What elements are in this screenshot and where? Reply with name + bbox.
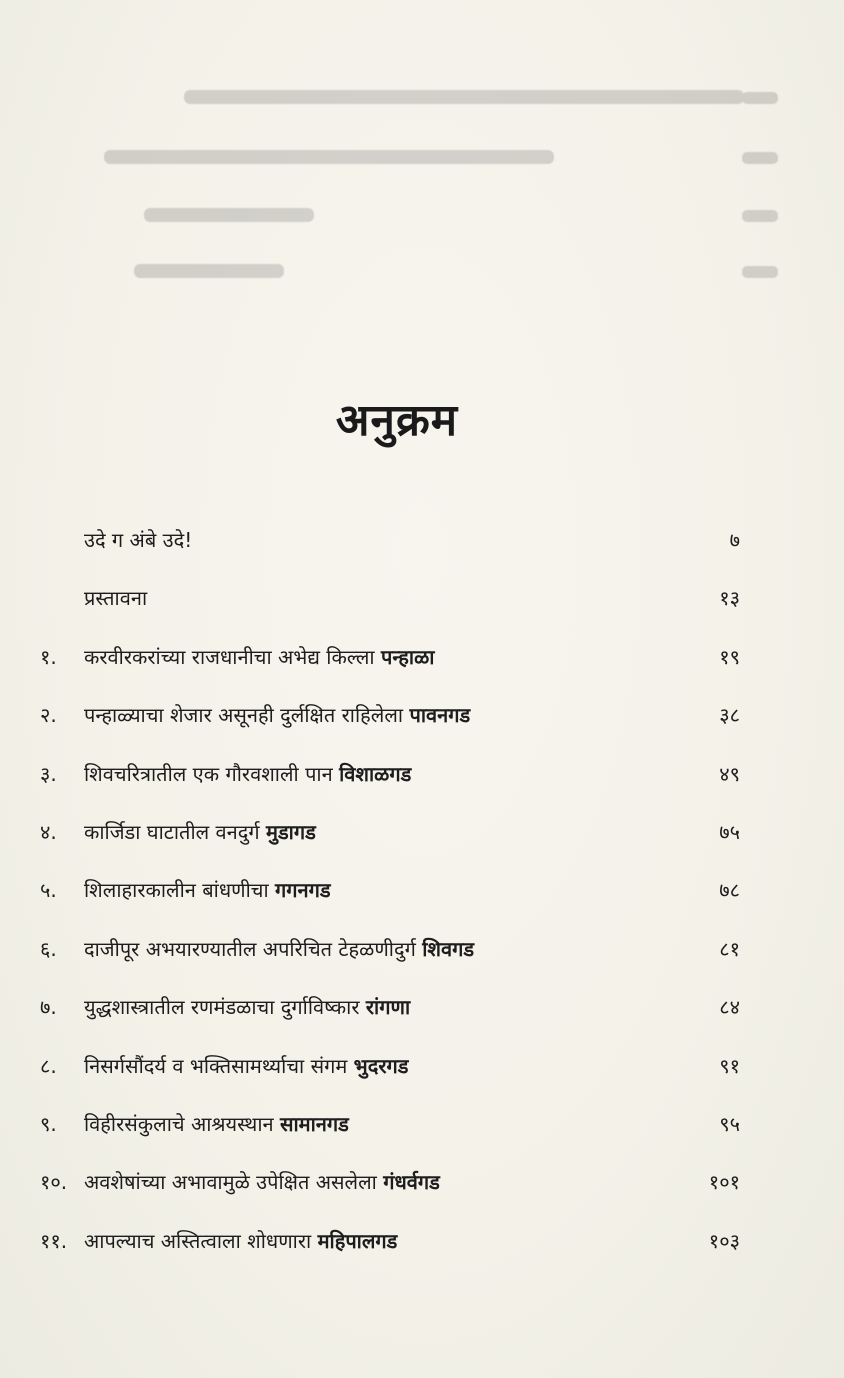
toc-entry-fort-name: सामानगड [279, 1112, 349, 1136]
page-title: अनुक्रम [335, 395, 459, 446]
toc-entry[interactable] [40, 934, 740, 964]
toc-entry-title [84, 1051, 409, 1081]
toc-entry-page-number: ८४ [719, 995, 740, 1020]
toc-entry[interactable] [40, 992, 740, 1022]
toc-entry-title-text: कार्जिडा घाटातील वनदुर्ग [84, 820, 267, 844]
toc-entry-title-text: प्रस्तावना [84, 586, 148, 611]
toc-entry[interactable] [40, 1167, 740, 1197]
toc-entry[interactable] [40, 875, 740, 905]
toc-entry-page-number: ३८ [719, 703, 740, 728]
toc-entry-page-number: ४९ [719, 761, 740, 786]
toc-entry[interactable] [40, 1109, 740, 1139]
toc-entry-title-text: निसर्गसौंदर्य व भक्तिसामर्थ्याचा संगम [84, 1053, 354, 1078]
toc-entry-title [84, 642, 434, 672]
toc-entry-title [84, 934, 474, 964]
toc-entry-title-text: पन्हाळ्याचा शेजार असूनही दुर्लक्षित राहिलेला [84, 703, 410, 728]
toc-entry-number: ८. [40, 1053, 57, 1078]
toc-entry-number: १०. [40, 1170, 68, 1195]
toc-entry-number: ९. [40, 1112, 57, 1136]
toc-entry-page-number: ७८ [719, 878, 740, 903]
toc-entry-page-number: १३ [719, 586, 740, 611]
toc-entry-title-text: उदे ग अंबे उदे! [84, 528, 193, 552]
toc-entry-title [84, 817, 316, 847]
toc-entry-fort-name: रांगणा [365, 995, 411, 1020]
toc-entry[interactable] [40, 759, 740, 789]
toc-entry-page-number: ७५ [719, 820, 740, 844]
toc-entry[interactable] [40, 525, 740, 555]
toc-entry-fort-name: गगनगड [275, 878, 331, 903]
toc-entry-number: २. [40, 703, 57, 728]
toc-entry-number: ५. [40, 878, 57, 903]
toc-entry-fort-name: विशाळगड [339, 761, 412, 786]
toc-entry-fort-name: पावनगड [409, 703, 471, 728]
toc-entry-title [84, 759, 411, 789]
toc-entry-title [84, 992, 410, 1022]
toc-entry-number: ४. [40, 820, 57, 844]
toc-entry-title [84, 1226, 397, 1256]
toc-entry[interactable] [40, 642, 740, 672]
toc-entry-page-number: ७ [729, 528, 740, 552]
toc-entry-title-text: युद्धशास्त्रातील रणमंडळाचा दुर्गाविष्कार [84, 995, 366, 1020]
toc-entry-page-number: ८१ [719, 936, 740, 961]
toc-entry-number: १. [40, 644, 57, 669]
toc-entry-title [84, 700, 470, 730]
toc-entry[interactable] [40, 583, 740, 613]
toc-entry-fort-name: महिपालगड [317, 1228, 398, 1253]
toc-entry-fort-name: गंधर्वगड [383, 1170, 440, 1195]
toc-entry-title [84, 525, 192, 555]
toc-entry-page-number: १०१ [708, 1170, 740, 1195]
toc-entry-title [84, 875, 331, 905]
toc-entry-fort-name: मुडागड [266, 820, 316, 844]
toc-entry-title-text: करवीरकरांच्या राजधानीचा अभेद्य किल्ला [84, 644, 381, 669]
toc-entry-title-text: शिवचरित्रातील एक गौरवशाली पान [84, 761, 340, 786]
toc-entry-page-number: ९१ [719, 1053, 740, 1078]
toc-entry-number: ७. [40, 995, 57, 1020]
toc-entry-title [84, 583, 147, 613]
toc-entry-title-text: विहीरसंकुलाचे आश्रयस्थान [84, 1112, 280, 1136]
toc-entry-title-text: आपल्याच अस्तित्वाला शोधणारा [84, 1228, 318, 1253]
toc-entry-fort-name: पन्हाळा [380, 644, 435, 669]
toc-entry-fort-name: शिवगड [422, 936, 475, 961]
toc-entry[interactable] [40, 700, 740, 730]
toc-entry-title-text: दाजीपूर अभयारण्यातील अपरिचित टेहळणीदुर्ग [84, 936, 423, 961]
toc-entry[interactable] [40, 1226, 740, 1256]
toc-entry-title-text: अवशेषांच्या अभावामुळे उपेक्षित असलेला [84, 1170, 384, 1195]
toc-entry[interactable] [40, 1051, 740, 1081]
toc-entry-title [84, 1109, 349, 1139]
toc-entry-page-number: १९ [719, 644, 740, 669]
toc-entry-number: ६. [40, 936, 57, 961]
toc-entry-number: ११. [40, 1228, 68, 1253]
toc-entry-fort-name: भुदरगड [353, 1053, 409, 1078]
toc-entry-page-number: ९५ [719, 1112, 740, 1136]
toc-entry-title-text: शिलाहारकालीन बांधणीचा [84, 878, 276, 903]
toc-entry-title [84, 1167, 440, 1197]
toc-entry[interactable] [40, 817, 740, 847]
toc-entry-number: ३. [40, 761, 57, 786]
toc-entry-page-number: १०३ [708, 1228, 740, 1253]
